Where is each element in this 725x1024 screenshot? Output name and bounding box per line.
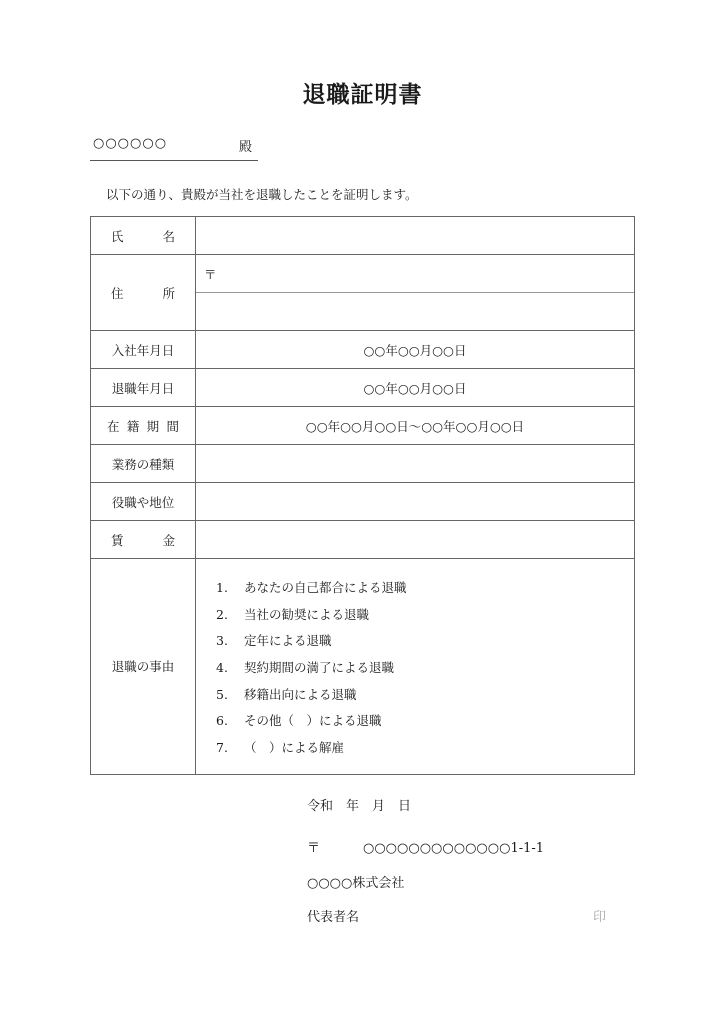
addressee-name: ○○○○○○ xyxy=(93,136,168,151)
row-wage xyxy=(91,521,635,559)
row-job-type xyxy=(91,445,635,483)
document-title: 退職証明書 xyxy=(302,81,423,108)
row-tenure xyxy=(91,407,635,445)
intro-text: 以下の通り、貴殿が当社を退職したことを証明します。 xyxy=(106,187,418,202)
certificate-table xyxy=(90,216,635,775)
addressee-honorific: 殿 xyxy=(238,140,252,155)
issuer-company: ○○○○株式会社 xyxy=(307,876,405,891)
issuer-address-text: ○○○○○○○○○○○○○1-1-1 xyxy=(363,841,545,856)
list-item: 5. 移籍出向による退職 xyxy=(216,686,357,702)
address-line-1 xyxy=(196,255,634,293)
issuer-representative: 代表者名 xyxy=(307,910,360,925)
list-item: 6. その他（ ）による退職 xyxy=(216,713,382,729)
label-reason: 退職の事由 xyxy=(91,559,196,775)
postal-mark: 〒 xyxy=(204,267,217,282)
list-item: 2. 当社の勧奨による退職 xyxy=(216,606,370,622)
value-leave-date: ○○年○○月○○日 xyxy=(196,369,635,407)
address-line-2 xyxy=(196,293,634,330)
value-job-type xyxy=(196,445,635,483)
value-tenure: ○○年○○月○○日～○○年○○月○○日 xyxy=(196,407,635,445)
list-item: 4. 契約期間の満了による退職 xyxy=(216,660,395,676)
label-wage: 賃 金 xyxy=(111,532,175,548)
row-position xyxy=(91,483,635,521)
label-tenure: 在籍期間 xyxy=(107,418,179,434)
list-item: 3. 定年による退職 xyxy=(216,633,332,649)
list-item: 1. あなたの自己都合による退職 xyxy=(216,580,407,595)
label-position: 役職や地位 xyxy=(91,483,196,521)
value-name xyxy=(196,217,635,255)
row-join-date xyxy=(91,331,635,369)
label-job-type: 業務の種類 xyxy=(91,445,196,483)
list-item: 7. （ ）による解雇 xyxy=(216,740,345,756)
value-wage xyxy=(196,521,635,559)
label-address: 住 所 xyxy=(111,285,175,301)
issue-date: 令和 年 月 日 xyxy=(307,799,412,814)
reason-list xyxy=(196,559,634,774)
value-address xyxy=(196,255,635,331)
value-position xyxy=(196,483,635,521)
row-reason xyxy=(91,559,635,775)
row-leave-date xyxy=(91,369,635,407)
issuer-address xyxy=(307,837,544,856)
label-join-date: 入社年月日 xyxy=(91,331,196,369)
value-reason xyxy=(196,559,635,775)
addressee-line xyxy=(90,134,258,161)
seal-mark: 印 xyxy=(593,910,607,925)
value-join-date: ○○年○○月○○日 xyxy=(196,331,635,369)
label-leave-date: 退職年月日 xyxy=(91,369,196,407)
label-name: 氏 名 xyxy=(111,228,175,244)
row-name xyxy=(91,217,635,255)
issuer-postal-mark: 〒 xyxy=(307,841,321,856)
row-address xyxy=(91,255,635,331)
